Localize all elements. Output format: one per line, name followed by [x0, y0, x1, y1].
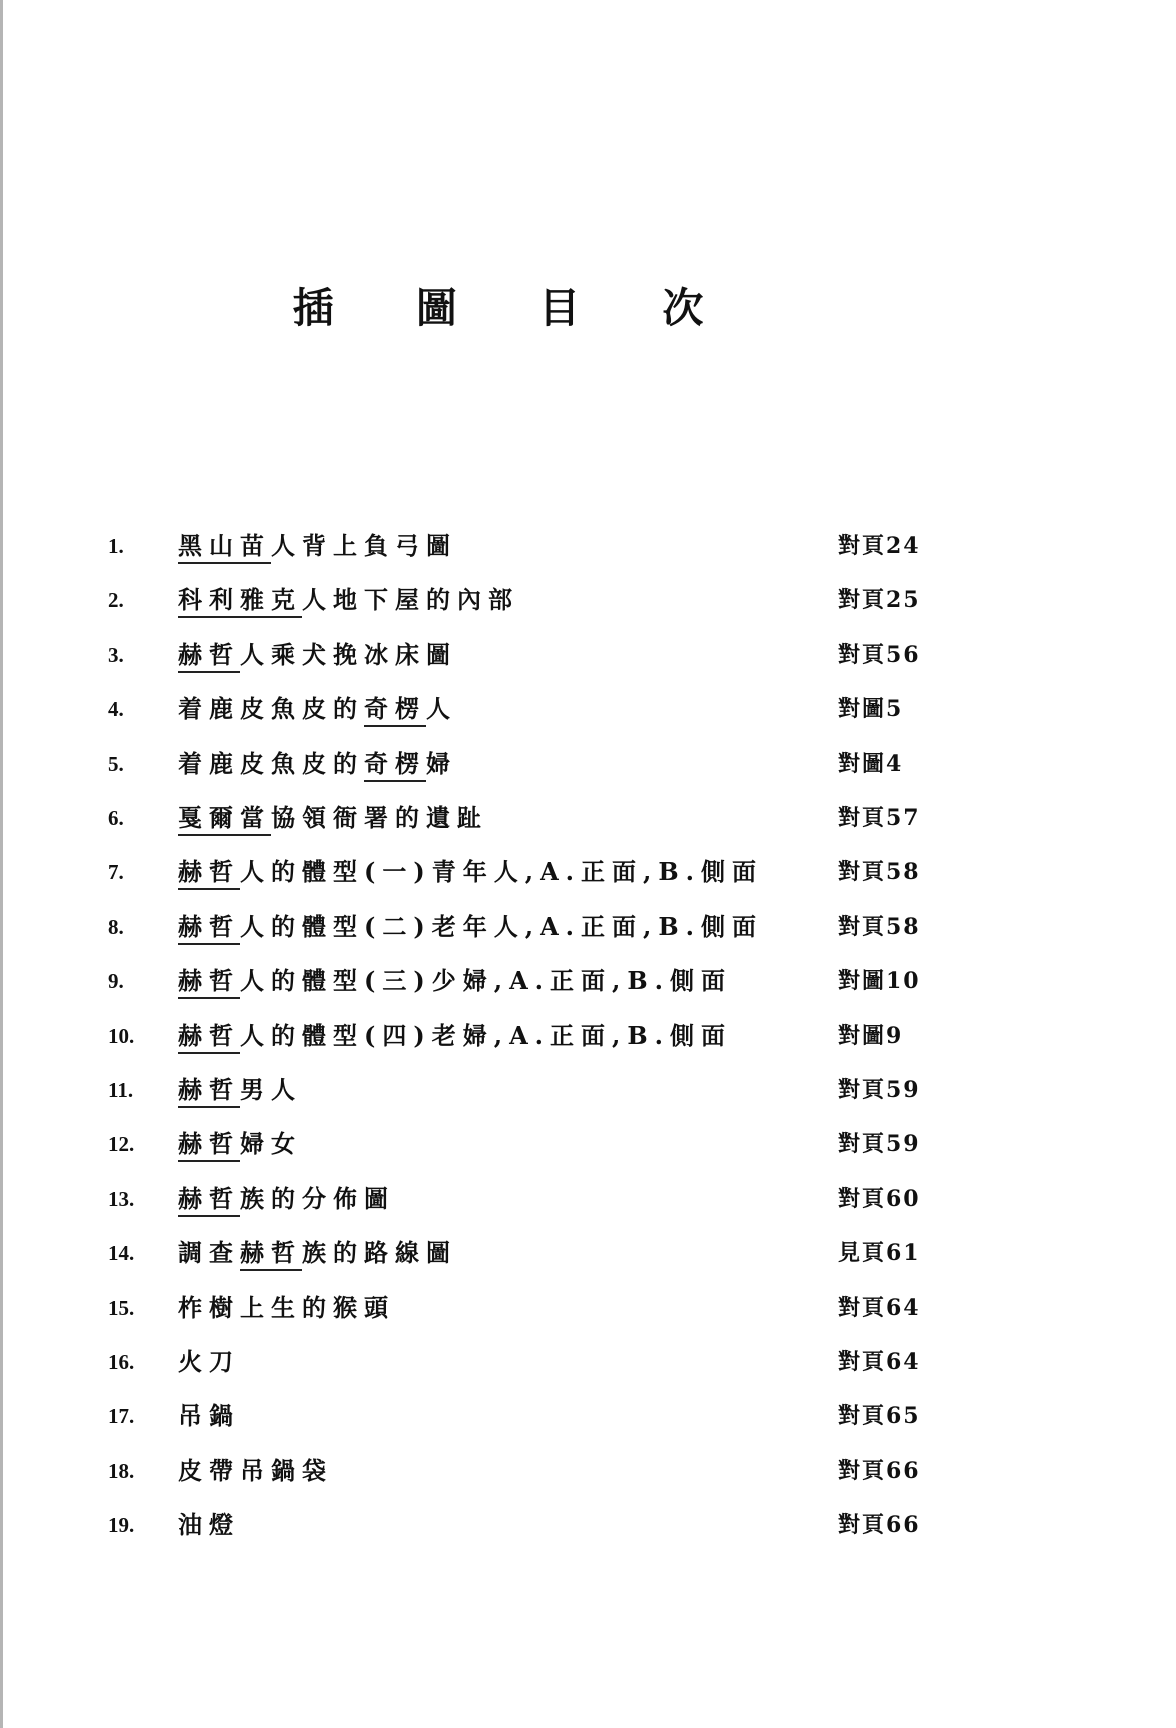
list-item	[0, 1337, 1176, 1387]
entry-page-ref: 對圖9	[838, 1022, 904, 1049]
entry-page-ref: 對頁64	[838, 1294, 921, 1321]
list-item	[0, 739, 1176, 789]
entry-page-ref: 對圖5	[838, 696, 904, 723]
entry-title: 柞樹上生的猴頭	[178, 1292, 395, 1322]
entry-title: 着鹿皮魚皮的奇楞人	[178, 684, 457, 734]
entry-title: 油燈	[178, 1510, 240, 1540]
list-item	[0, 1119, 1176, 1169]
entry-title: 皮帶吊鍋袋	[178, 1455, 333, 1485]
entry-page-ref: 見頁61	[838, 1240, 921, 1267]
page-title: 插 圖 目 次	[292, 284, 738, 332]
list-item	[0, 956, 1176, 1006]
entry-page-ref: 對頁64	[838, 1349, 921, 1375]
entry-page-ref: 對頁66	[838, 1512, 921, 1539]
entry-title: 赫哲族的分佈圖	[178, 1174, 395, 1224]
entry-page-ref: 對頁57	[838, 805, 921, 831]
entry-title: 赫哲婦女	[178, 1119, 302, 1169]
entry-page-ref: 對頁56	[838, 641, 921, 668]
entry-number: 8.	[108, 914, 124, 939]
list-item	[0, 793, 1176, 843]
entry-page-ref: 對圖4	[838, 750, 904, 777]
entry-title: 赫哲人的體型(三)少婦,A.正面,B.側面	[178, 956, 732, 1006]
entry-number: 12.	[108, 1132, 135, 1157]
entry-number: 17.	[108, 1404, 135, 1429]
entry-number: 19.	[108, 1513, 135, 1538]
entry-page-ref: 對頁65	[838, 1403, 921, 1430]
entry-title: 黑山苗人背上負弓圖	[178, 521, 457, 571]
entry-title: 赫哲人的體型(四)老婦,A.正面,B.側面	[178, 1011, 732, 1061]
list-item	[0, 1500, 1176, 1550]
entry-number: 13.	[108, 1186, 135, 1211]
list-item	[0, 902, 1176, 952]
list-item	[0, 521, 1176, 571]
entry-page-ref: 對圖10	[838, 968, 921, 995]
list-item	[0, 1228, 1176, 1278]
list-item	[0, 847, 1176, 897]
list-item	[0, 1065, 1176, 1115]
entry-page-ref: 對頁60	[838, 1185, 921, 1212]
entry-title: 赫哲人的體型(一)青年人,A.正面,B.側面	[178, 847, 763, 897]
entry-number: 10.	[108, 1023, 135, 1048]
list-item	[0, 1283, 1176, 1333]
entry-page-ref: 對頁58	[838, 913, 921, 940]
entry-number: 5.	[108, 751, 124, 776]
entry-title: 着鹿皮魚皮的奇楞婦	[178, 739, 457, 789]
entry-title: 赫哲男人	[178, 1065, 302, 1115]
entry-number: 14.	[108, 1241, 135, 1266]
entry-page-ref: 對頁25	[838, 587, 921, 614]
entry-number: 9.	[108, 969, 124, 994]
entry-page-ref: 對頁58	[838, 859, 921, 886]
entry-number: 1.	[108, 534, 124, 558]
entry-title: 調查赫哲族的路線圖	[178, 1228, 457, 1278]
entry-number: 18.	[108, 1458, 135, 1483]
entry-page-ref: 對頁24	[838, 533, 921, 559]
list-item	[0, 630, 1176, 680]
entry-page-ref: 對頁59	[838, 1077, 921, 1103]
entry-number: 11.	[108, 1078, 134, 1102]
entry-number: 3.	[108, 642, 124, 667]
entry-title: 科利雅克人地下屋的內部	[178, 575, 519, 625]
list-item	[0, 684, 1176, 734]
list-item	[0, 575, 1176, 625]
entry-number: 15.	[108, 1295, 135, 1320]
entry-title: 吊鍋	[178, 1401, 240, 1431]
list-item	[0, 1391, 1176, 1441]
entry-page-ref: 對頁59	[838, 1131, 921, 1158]
entry-number: 6.	[108, 806, 124, 830]
entry-title: 赫哲人的體型(二)老年人,A.正面,B.側面	[178, 902, 763, 952]
list-item	[0, 1011, 1176, 1061]
entry-page-ref: 對頁66	[838, 1457, 921, 1484]
entry-number: 2.	[108, 588, 124, 613]
entry-title: 火刀	[178, 1347, 240, 1376]
entry-number: 4.	[108, 697, 124, 722]
list-item	[0, 1174, 1176, 1224]
list-item	[0, 1446, 1176, 1496]
entry-number: 7.	[108, 860, 124, 885]
entry-title: 戛爾當協領衙署的遺趾	[178, 793, 488, 843]
entry-number: 16.	[108, 1350, 135, 1374]
entry-title: 赫哲人乘犬挽冰床圖	[178, 630, 457, 680]
